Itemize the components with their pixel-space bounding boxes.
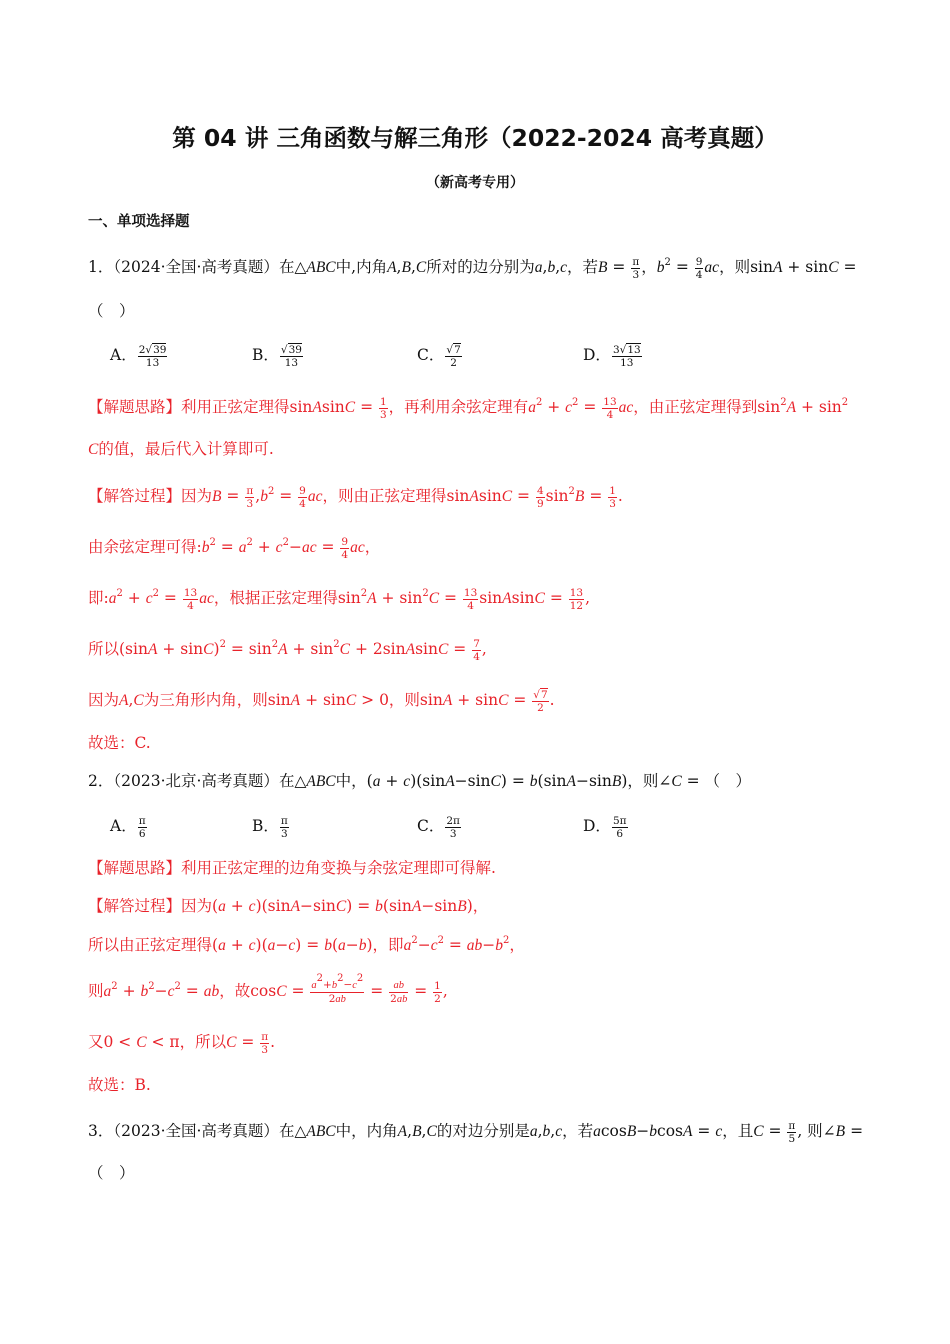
- section-heading: 一、单项选择题: [88, 214, 190, 230]
- question-1-option-d: D． $\frac{3√13}{13}$: [583, 343, 641, 369]
- question-2-option-a: A． $\frac{\pi}{6}$: [110, 814, 146, 840]
- question-1-process-1: 【解答过程】因为B = $\frac{\pi}{3}$ $,b^2$ = $\frac{9}{4}$ ac，则由正弦定理得sinAsinC = $\frac{4}{9}$ $\sin^2B$ = $\frac{1}{3}$ .: [88, 484, 623, 510]
- question-2-option-c: C． $\frac{2\pi}{3}$: [417, 814, 460, 840]
- question-1-option-b: B． $\frac{√39}{13}$: [252, 343, 302, 369]
- question-3-paren: （ ）: [88, 1164, 135, 1182]
- question-2-option-b: B． $\frac{\pi}{3}$: [252, 814, 288, 840]
- question-1-thinking: 【解题思路】利用正弦定理得sinAsinC = $\frac{1}{3}$ ，再利用余弦定理有$a^2 + c^2$ = $\frac{13}{4}$ ac，由正弦定理得到$\sin^2A + \sin^2$: [88, 395, 849, 421]
- question-1-option-c: C． $\frac{√7}{2}$: [417, 343, 461, 369]
- question-1-process-4: 所以$(\sin A + \sin C)^2 = \sin^2A + \sin^2C$ + 2sinAsinC = $\frac{7}{4}$ ,: [88, 637, 487, 663]
- question-1-thinking-cont: C的值，最后代入计算即可.: [88, 440, 274, 458]
- question-2-thinking: 【解题思路】利用正弦定理的边角变换与余弦定理即可得解.: [88, 859, 496, 877]
- page-title: 第 04 讲 三角函数与解三角形（2022-2024 高考真题）: [172, 124, 778, 152]
- question-2-process-4: 又0 < C < π，所以C = $\frac{\pi}{3}$ .: [88, 1030, 276, 1056]
- page-subtitle: （新高考专用）: [426, 175, 524, 191]
- question-2-process-3: 则$a^2 + b^2-c^2$ = ab，故cosC = $\frac{a^2+b^2-c^2}{2ab}$ = $\frac{ab}{2ab}$ = $\frac{1}{2}$ ,: [88, 972, 448, 1005]
- question-1-option-a: A． $\frac{2√39}{13}$: [110, 343, 167, 369]
- question-1-process-3: 即$:a^2 + c^2$ = $\frac{13}{4}$ ac，根据正弦定理得$\sin^2A + \sin^2C$ = $\frac{13}{4}$ sinAsinC = $\frac{13}{12}$ ,: [88, 586, 591, 612]
- question-2-process-2: 所以由正弦定理得(a + c)(a−c) = b(a−b)，即$a^2-c^2 = ab-b^2$，: [88, 935, 525, 954]
- question-1-stem: 1．（2024·全国·高考真题）在△ABC中,内角A,B,C所对的边分别为a,b,c，若B = $\frac{\pi}{3}$ ，$b^2$ = $\frac{9}{4}$ ac，则sinA + sinC =: [88, 255, 857, 281]
- question-2-process-1: 【解答过程】因为(a + c)(sinA−sinC) = b(sinA−sinB)，: [88, 897, 489, 915]
- question-3-stem: 3．（2023·全国·高考真题）在△ABC中，内角A,B,C的对边分别是a,b,c，若acosB−bcosA = c，且C = $\frac{\pi}{5}$ , 则∠B =: [88, 1119, 864, 1145]
- question-2-stem: 2．（2023·北京·高考真题）在△ABC中，(a + c)(sinA−sinC) = b(sinA−sinB)，则∠C = （ ）: [88, 772, 752, 790]
- question-1-paren: （ ）: [88, 302, 135, 320]
- question-1-process-2: 由余弦定理可得$:b^2 = a^2 + c^2-ac$ = $\frac{9}{4}$ ac，: [88, 535, 381, 561]
- question-2-option-d: D． $\frac{5\pi}{6}$: [583, 814, 627, 840]
- question-1-answer: 故选：C.: [88, 734, 151, 752]
- question-1-process-5: 因为A,C为三角形内角，则sinA + sinC > 0，则sinA + sinC = $\frac{√7}{2}$ .: [88, 688, 555, 714]
- question-2-answer: 故选：B.: [88, 1076, 151, 1094]
